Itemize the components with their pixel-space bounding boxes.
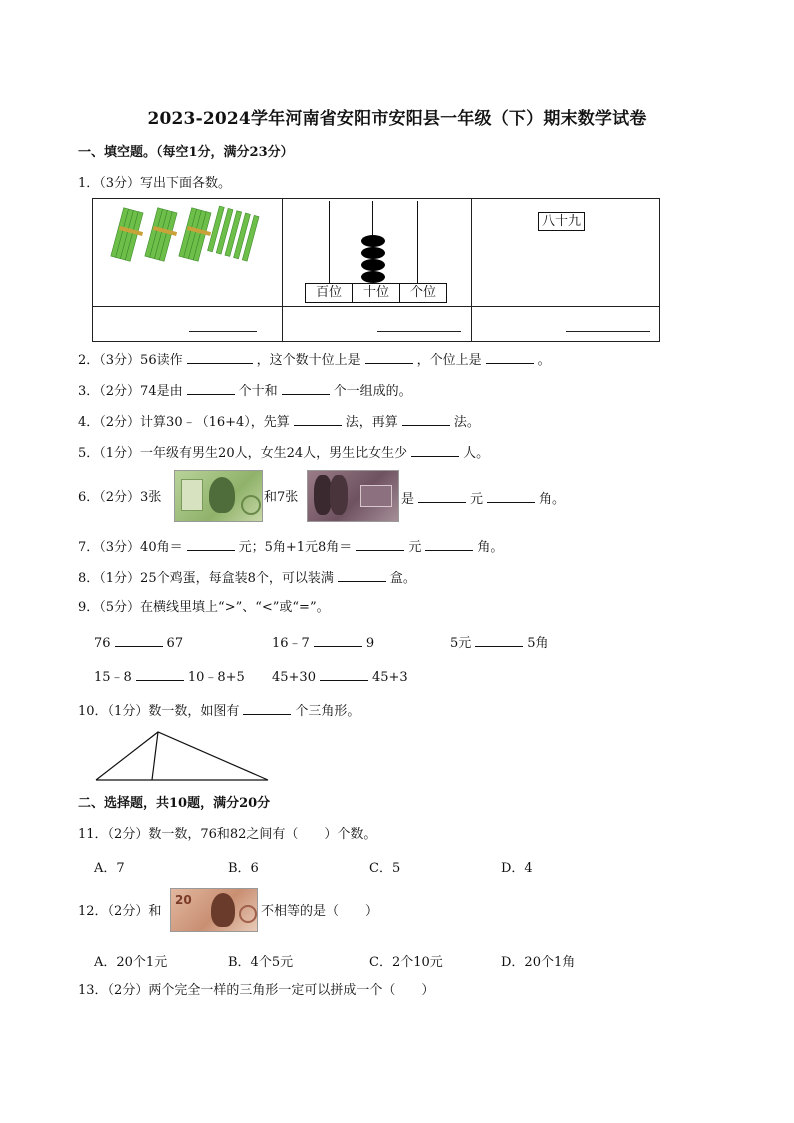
- abacus: [303, 201, 463, 305]
- q6-middle: 和7张: [264, 490, 299, 505]
- q1-answer-blank-2[interactable]: [377, 331, 461, 332]
- q9-item: 15﹣8 10﹣8+5: [94, 667, 245, 687]
- q11-option-d[interactable]: D．4: [501, 861, 533, 876]
- abacus-bead: [361, 259, 385, 271]
- q12-option-c[interactable]: C．2个10元: [369, 955, 443, 970]
- q1-answer-blank-1[interactable]: [189, 331, 257, 332]
- q7-blank-2[interactable]: [356, 537, 404, 551]
- q5: 5．（1分）一年级有男生20人，女生24人，男生比女生少 人。: [78, 443, 489, 463]
- q9-item: 45+30 45+3: [272, 667, 408, 687]
- q1-answer-blank-3[interactable]: [566, 331, 650, 332]
- q9-text: 9．（5分）在横线里填上“>”、“<”或“=”。: [78, 600, 330, 615]
- q3: 3．（2分）74是由 个十和 个一组成的。: [78, 381, 412, 401]
- q13-text: 13．（2分）两个完全一样的三角形一定可以拼成一个（ ）: [78, 983, 435, 998]
- one-jiao-banknote-image: [307, 470, 399, 522]
- q10-blank[interactable]: [243, 701, 291, 715]
- q12-suffix: 不相等的是（ ）: [261, 904, 379, 919]
- q2: 2．（3分）56读作 ，这个数十位上是 ，个位上是 。: [78, 350, 551, 370]
- word-number-box: 八十九: [538, 212, 585, 231]
- q1-text: 1．（3分）写出下面各数。: [78, 176, 232, 191]
- q12-prefix: 12．（2分）和: [78, 904, 162, 919]
- q10: 10．（1分）数一数，如图有 个三角形。: [78, 701, 360, 721]
- q9-item: 5元 5角: [450, 633, 549, 653]
- q9-item: 16﹣7 9: [272, 633, 374, 653]
- q2-blank-1[interactable]: [187, 350, 253, 364]
- q9-blank-1[interactable]: [115, 633, 163, 647]
- q6-blank-1[interactable]: [418, 489, 466, 503]
- q9-item: 76 67: [94, 633, 183, 653]
- q9-blank-5[interactable]: [320, 667, 368, 681]
- q8-blank[interactable]: [338, 568, 386, 582]
- abacus-bead: [361, 235, 385, 247]
- twenty-yuan-banknote-image: 20: [170, 888, 258, 932]
- q9-blank-2[interactable]: [314, 633, 362, 647]
- q11-option-c[interactable]: C．5: [369, 861, 401, 876]
- q7: 7．（3分）40角＝ 元；5角+1元8角＝ 元 角。: [78, 537, 503, 557]
- q12-option-d[interactable]: D．20个1角: [501, 955, 576, 970]
- abacus-bead: [361, 247, 385, 259]
- q5-blank[interactable]: [411, 443, 459, 457]
- q6-prefix: 6．（2分）3张: [78, 490, 162, 505]
- q11-text: 11．（2分）数一数，76和82之间有（ ）个数。: [78, 827, 377, 842]
- q8: 8．（1分）25个鸡蛋，每盒装8个，可以装满 盒。: [78, 568, 416, 588]
- abacus-label-hundreds: 百位: [306, 284, 353, 302]
- one-yuan-banknote-image: [174, 470, 263, 522]
- q2-blank-3[interactable]: [486, 350, 534, 364]
- exam-title: 2023-2024学年河南省安阳市安阳县一年级（下）期末数学试卷: [147, 109, 647, 129]
- q4-blank-1[interactable]: [294, 412, 342, 426]
- q11-option-b[interactable]: B．6: [228, 861, 259, 876]
- q12-option-b[interactable]: B．4个5元: [228, 955, 294, 970]
- section1-heading: 一、填空题。（每空1分，满分23分）: [78, 145, 294, 160]
- abacus-bead: [361, 271, 385, 283]
- section2-heading: 二、选择题，共10题，满分20分: [78, 796, 271, 811]
- stick-bundles-image: [107, 205, 267, 263]
- q4-blank-2[interactable]: [402, 412, 450, 426]
- q9-blank-3[interactable]: [475, 633, 523, 647]
- q2-blank-2[interactable]: [365, 350, 413, 364]
- q3-blank-2[interactable]: [282, 381, 330, 395]
- q11-option-a[interactable]: A．7: [94, 861, 125, 876]
- q6-blank-2[interactable]: [487, 489, 535, 503]
- q1-table: [92, 198, 660, 342]
- q12-option-a[interactable]: A．20个1元: [94, 955, 168, 970]
- triangle-figure: [92, 728, 272, 784]
- abacus-label-ones: 个位: [409, 285, 436, 300]
- q4: 4．（2分）计算30﹣（16+4），先算 法，再算 法。: [78, 412, 480, 432]
- q7-blank-3[interactable]: [425, 537, 473, 551]
- q7-blank-1[interactable]: [187, 537, 235, 551]
- q3-blank-1[interactable]: [187, 381, 235, 395]
- q6-suffix: 是 元 角。: [401, 489, 565, 509]
- abacus-label-tens: 十位: [353, 284, 400, 302]
- q9-blank-4[interactable]: [136, 667, 184, 681]
